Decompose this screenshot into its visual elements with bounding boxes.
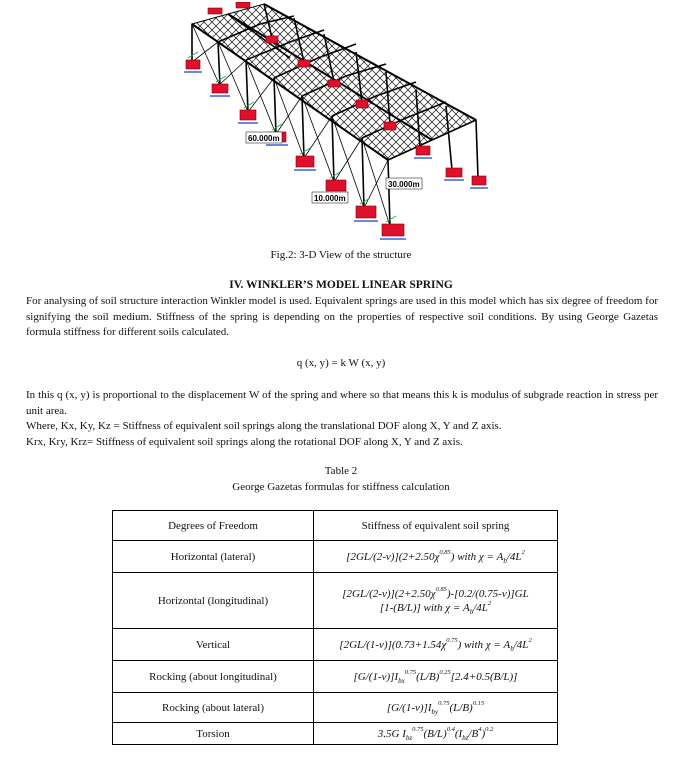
table-title: George Gazetas formulas for stiffness calculation [232, 481, 450, 493]
dof-cell: Rocking (about longitudinal) [113, 661, 314, 693]
figure-caption: Fig.2: 3-D View of the structure [270, 249, 412, 261]
paragraph-explanation: In this q (x, y) is proportional to the displacement W of the spring and where so that means this k is modulus of subgrade reaction in stress per unit area. [26, 389, 658, 417]
table-row [113, 723, 558, 745]
dof-cell: Rocking (about lateral) [113, 693, 314, 723]
dof-cell: Horizontal (lateral) [113, 541, 314, 573]
dimension-label-30m: 30.000m [388, 180, 420, 189]
table-number: Table 2 [324, 465, 358, 477]
section-heading: IV. WINKLER’S MODEL LINEAR SPRING [229, 279, 453, 291]
dof-cell: Horizontal (longitudinal) [113, 573, 314, 629]
table-row [113, 629, 558, 661]
formula-cell: $[G/(1-\nu)]I_{bx}^{0.75}(L/B)^{0.25}[2.4+0.5(B/L)]$ [314, 661, 558, 693]
paragraph-intro: For analysing of soil structure interaction Winkler model is used. Equivalent springs are used in this model which has six degree of freedom for signifying the soil medium. Stiffness of the spring is depending on the properties of respective soil conditions. By using George Gazetas formula stiffness for different soils calculated. [26, 295, 658, 339]
table-row [113, 573, 558, 629]
paragraph-rotational: Krx, Kry, Krz= Stiffness of equivalent soil springs along the rotational DOF along X, Y and Z axis. [26, 436, 463, 448]
dof-cell: Vertical [113, 629, 314, 661]
formula-cell: $[G/(1-\nu)]I_{by}^{0.75}(L/B)^{0.15}$ [314, 693, 558, 723]
winkler-equation: q (x, y) = k W (x, y) [296, 357, 386, 369]
header-stiffness: Stiffness of equivalent soil spring [314, 511, 558, 541]
table-row [113, 541, 558, 573]
formula-cell: 3.5G $I_{bz}^{0.75}(B/L)^{0.4}(I_{bz}/B^4)^{0.2}$ [314, 723, 558, 745]
table-header-row [113, 511, 558, 541]
formula-cell: $[2GL/(2-\nu)](2+2.50\chi^{0.85})$ with $\chi = A_b/4L^2$ [314, 541, 558, 573]
table-row [113, 693, 558, 723]
stiffness-table [112, 510, 558, 745]
dimension-label-60m: 60.000m [248, 134, 280, 143]
dof-cell: Torsion [113, 723, 314, 745]
paragraph-translational: Where, Kx, Ky, Kz = Stiffness of equivalent soil springs along the translational DOF along X, Y and Z axis. [26, 420, 502, 432]
structure-3d-figure [176, 2, 496, 245]
formula-cell: $[2GL/(1-\nu)](0.73+1.54\chi^{0.75})$ with $\chi = A_b/4L^2$ [314, 629, 558, 661]
dimension-label-10m: 10.000m [314, 194, 346, 203]
formula-cell: $[2GL/(2-\nu)](2+2.50\chi^{0.85})-[0.2/(0.75-\nu)]GL$ [1-(B/L)] with $\chi = A_b/4L^2$ [314, 573, 558, 629]
header-dof: Degrees of Freedom [113, 511, 314, 541]
table-row [113, 661, 558, 693]
